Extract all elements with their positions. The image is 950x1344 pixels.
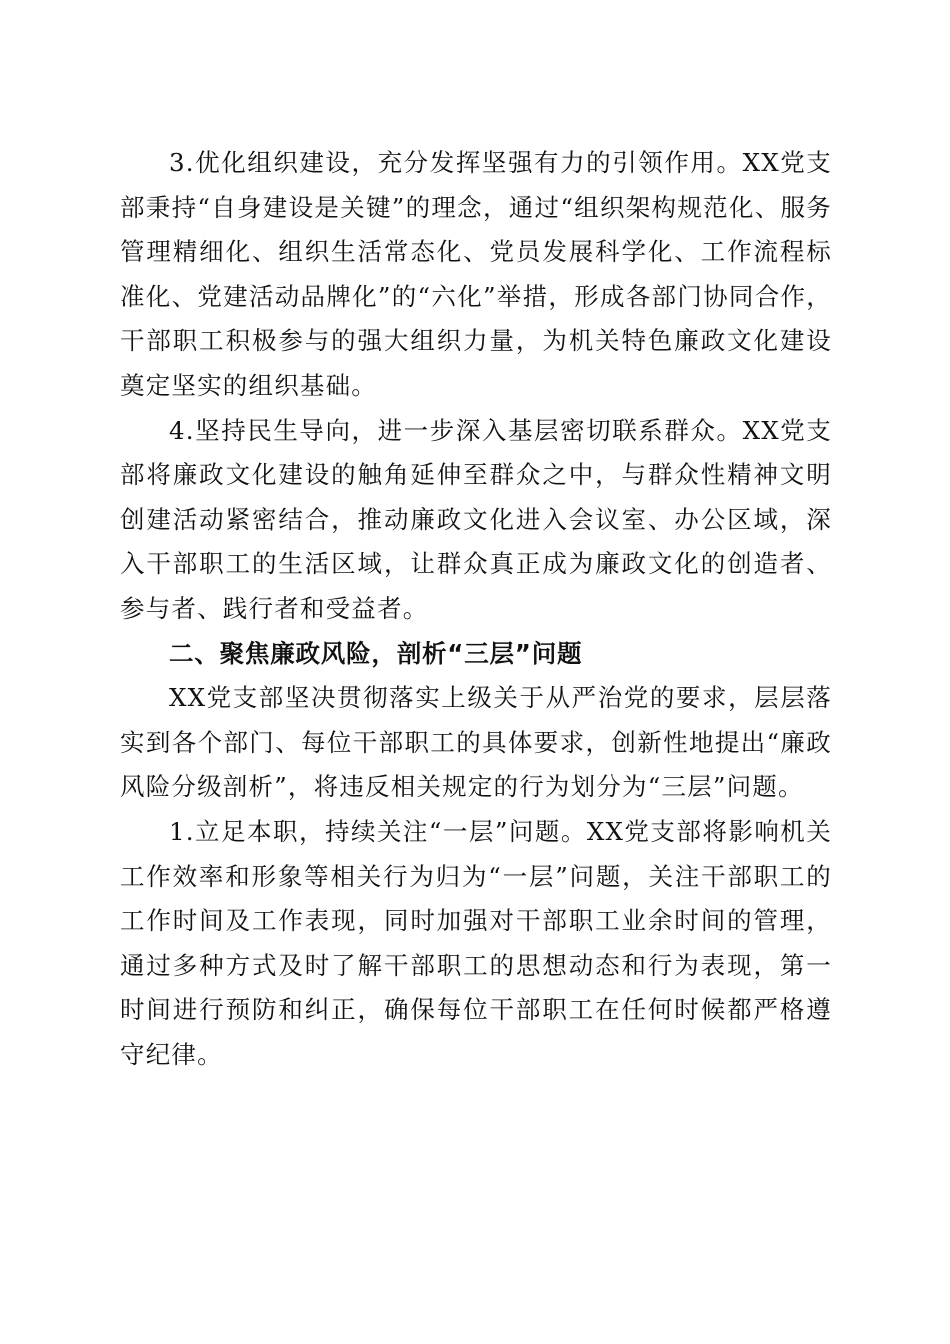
paragraph-org-building: 3.优化组织建设，充分发挥坚强有力的引领作用。XX党支部秉持“自身建设是关键”的理念，通过“组织架构规范化、服务管理精细化、组织生活常态化、党员发展科学化、工作流程标准化、党建活动品牌化”的“六化”举措，形成各部门协同合作，干部职工积极参与的强大组织力量，为机关特色廉政文化建设奠定坚实的组织基础。 <box>120 148 832 400</box>
paragraph-first-layer: 1.立足本职，持续关注“一层”问题。XX党支部将影响机关工作效率和形象等相关行为归为“一层”问题，关注干部职工的工作时间及工作表现，同时加强对干部职工业余时间的管理，通过多种方式及时了解干部职工的思想动态和行为表现，第一时间进行预防和纠正，确保每位干部职工在任何时候都严格遵守纪律。 <box>120 816 832 1069</box>
section-heading-risk: 二、聚焦廉政风险，剖析“三层”问题 <box>169 638 583 668</box>
paragraph-risk-intro: XX党支部坚决贯彻落实上级关于从严治党的要求，层层落实到各个部门、每位干部职工的具体要求，创新性地提出“廉政风险分级剖析”，将违反相关规定的行为划分为“三层”问题。 <box>120 683 832 802</box>
paragraph-livelihood: 4.坚持民生导向，进一步深入基层密切联系群众。XX党支部将廉政文化建设的触角延伸至群众之中，与群众性精神文明创建活动紧密结合，推动廉政文化进入会议室、办公区域，深入干部职工的生活区域，让群众真正成为廉政文化的创造者、参与者、践行者和受益者。 <box>120 415 832 623</box>
document-body <box>120 141 832 1077</box>
